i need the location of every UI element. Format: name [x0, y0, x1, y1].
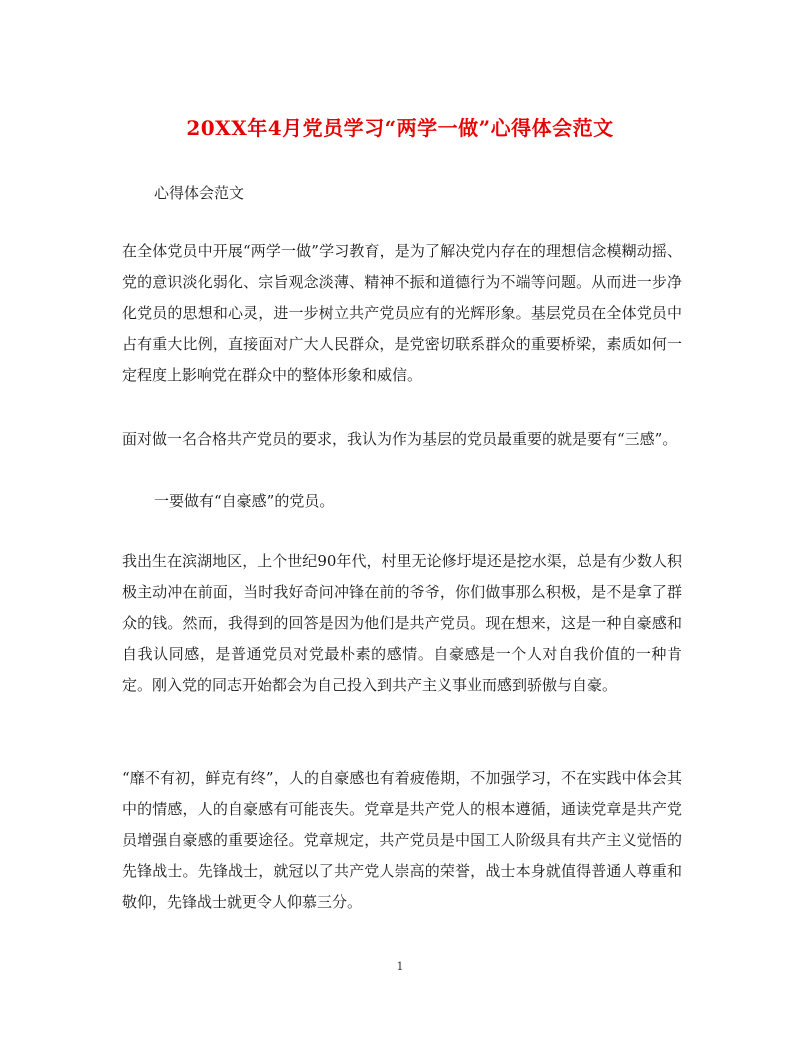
- paragraph-three-senses: 面对做一名合格共产党员的要求，我认为作为基层的党员最重要的就是要有“三感”。: [122, 430, 678, 448]
- paragraph-pride-heading: 一要做有“自豪感”的党员。: [154, 492, 335, 510]
- document-subtitle: 心得体会范文: [154, 184, 245, 202]
- document-title: 20XX年4月党员学习“两学一做”心得体会范文: [186, 116, 614, 140]
- page-number: 1: [396, 960, 404, 973]
- paragraph-intro: 在全体党员中开展“两学一做”学习教育，是为了解决党内存在的理想信念模糊动摇、党的意识淡化弱化、宗旨观念淡薄、精神不振和道德行为不端等问题。从而进一步净化党员的思想和心灵，进一步树立共产党员应有的光辉形象。基层党员在全体党员中占有重大比例，直接面对广大人民群众，是党密切联系群众的重要桥梁，素质如何一定程度上影响党在群众中的整体形象和威信。: [122, 242, 682, 384]
- paragraph-childhood: 我出生在滨湖地区，上个世纪90年代，村里无论修圩堤还是挖水渠，总是有少数人积极主动冲在前面，当时我好奇问冲锋在前的爷爷，你们做事那么积极，是不是拿了群众的钱。然而，我得到的回答是因为他们是共产党员。现在想来，这是一种自豪感和自我认同感，是普通党员对党最朴素的感情。自豪感是一个人对自我价值的一种肯定。刚入党的同志开始都会为自己投入到共产主义事业而感到骄傲与自豪。: [122, 552, 682, 694]
- paragraph-party-constitution: “靡不有初，鲜克有终”，人的自豪感也有着疲倦期，不加强学习，不在实践中体会其中的情感，人的自豪感有可能丧失。党章是共产党人的根本遵循，通读党章是共产党员增强自豪感的重要途径。党章规定，共产党员是中国工人阶级具有共产主义觉悟的先锋战士。先锋战士，就冠以了共产党人崇高的荣誉，战士本身就值得普通人尊重和敬仰，先锋战士就更令人仰慕三分。: [122, 769, 682, 911]
